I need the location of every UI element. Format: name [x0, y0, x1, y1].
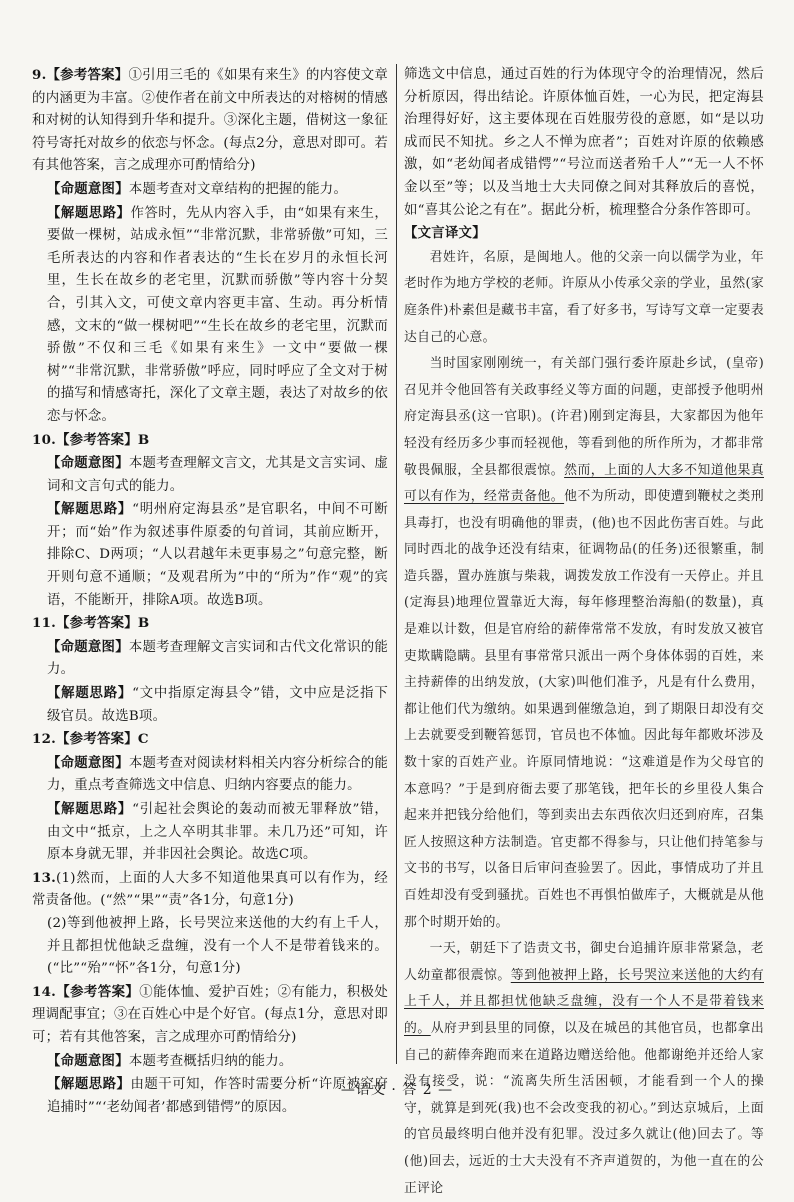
- question-number: 14.: [32, 983, 57, 1000]
- q11-solution: [32, 682, 388, 728]
- intent-label: 【命题意图】: [47, 180, 129, 197]
- answer-label: 【参考答案】: [56, 983, 140, 1000]
- answer-choice: B: [137, 615, 150, 632]
- underlined-translation-sentence: 然而，上面的人大多不知道他果真可以有作为，经常责备他。: [404, 462, 764, 505]
- answer-label: 【参考答案】: [56, 731, 138, 748]
- answer-label: 【参考答案】: [46, 67, 129, 83]
- q12-solution: [32, 798, 388, 867]
- intent-text: 本题考查对文章结构的把握的能力。: [128, 181, 348, 197]
- q10-answer: [32, 429, 388, 453]
- q12-intent: [32, 752, 388, 798]
- solution-label: 【解题思路】: [47, 685, 133, 702]
- solution-text: 作答时，先从内容入手，由“如果有来生，要做一棵树，站成永恒”“非常沉默，非常骄傲”可知，三毛所表达的内容和作者表达的“生长在岁月的永恒长河里，生长在故乡的老宅里，沉默而骄傲”等内容十分契合，引其入文，可使文章内容更丰富、生动。再分析情感，文末的“做一棵树吧”“生长在故乡的老宅里，沉默而骄傲”不仅和三毛《如果有来生》一文中“要做一棵树”“非常沉默，非常骄傲”呼应，同时呼应了全文对于树的描写和情感寄托，深化了文章主题，表达了对故乡的依恋与怀念。: [47, 205, 389, 424]
- q12-answer: [32, 728, 388, 752]
- solution-label: 【解题思路】: [47, 501, 133, 518]
- q10-intent: [32, 452, 388, 498]
- q14-solution-continued: 筛选文中信息，通过百姓的行为体现守令的治理情况，然后分析原因，得出结论。许原体恤百姓，一心为民，把定海县治理得好好，这主要体现在百姓服劳役的意愿，如“是以功成而民不知扰。乡之人不惮为庶者”；百姓对许原的依赖感激，如“老幼闻者成错愕”“号泣而送者殆千人”“无一人不怀金以至”等；以及当地士大夫同僚之间对其释放后的喜悦，如“喜其公论之有在”。据此分析，梳理整合分条作答即可。: [404, 67, 764, 218]
- answer-label: 【参考答案】: [56, 431, 138, 448]
- question-number: 10.: [32, 431, 57, 448]
- q13-answer-2: (2)等到他被押上路，长号哭泣来送他的大约有上千人，并且都担忧他缺乏盘缠，没有一个人不是带着钱来的。(“比”“殆”“怀”各1分，句意1分): [47, 915, 388, 977]
- intent-label: 【命题意图】: [47, 638, 129, 655]
- intent-label: 【命题意图】: [47, 1052, 129, 1069]
- column-divider: [396, 64, 397, 1064]
- translation-heading: 【文言译文】: [404, 225, 486, 242]
- answer-choice: C: [137, 731, 149, 748]
- translation-paragraph-1: 君姓许，名原，是闽地人。他的父亲一向以儒学为业，年老时作为地方学校的老师。许原从小传承父亲的学业，虽然(家庭条件)朴素但是藏书丰富，看了好多书，写诗写文章一定要表达自己的心意。: [404, 249, 764, 345]
- q9-solution: [32, 202, 388, 429]
- right-column: [404, 64, 764, 1202]
- intent-label: 【命题意图】: [47, 455, 129, 472]
- solution-text: 由题干可知，作答时需要分析“许原被究府追捕时”“‘老幼闻者’都感到错愕”的原因。: [47, 1077, 388, 1115]
- answer-text: ①引用三毛的《如果有来生》的内容使文章的内涵更为丰富。②使作者在前文中所表达的对榕树的情感和对树的认知得到升华和提升。③深化主题，借树这一象征符号寄托对故乡的依恋与怀念。(每点2分，意思对即可。若有其他答案，言之成理亦可酌情给分): [32, 68, 388, 174]
- intent-text: 本题考查理解文言文，尤其是文言实词、虚词和文言句式的能力。: [47, 456, 389, 494]
- answer-text: ①能体恤、爱护百姓；②有能力，积极处理调配事宜；③在百姓心中是个好官。(每点1分，意思对即可；若有其他答案，言之成理亦可酌情给分): [32, 984, 389, 1045]
- translation-text: 从府尹到县里的同僚，以及在城邑的其他官员，也都拿出自己的薪俸奔跑而来在道路边赠送给他。他都谢绝并还给人家没有接受，说：“流离失所生活困顿，才能看到一个人的操守，就算是到死(我)也不会改变我的初心。”到达京城后，上面的官员最终明白他并没有犯罪。没过多久就让(他)回去了。等(他)回去，远近的士大夫没有不齐声道贺的，为他一直在的公正评论: [404, 1020, 764, 1196]
- solution-text: “引起社会舆论的轰动而被无罪释放”错，由文中“抵京，上之人卒明其非罪。未几乃还”可知，许原本身就无罪，并非因社会舆论。故选C项。: [47, 802, 388, 863]
- solution-text: “文中指原定海县令”错，文中应是泛指下级官员。故选B项。: [47, 686, 388, 724]
- translation-text: 当时国家刚刚统一，有关部门强行委许原赴乡试，(皇帝)召见并令他回答有关政事经义等方面的问题，吏部授予他明州府定海县丞(这一官职)。(许君)刚到定海县，大家都因为他年轻没有经历多少事而轻视他，等看到他的所作所为，才都非常敬畏佩服，全县都很震惊。: [404, 356, 764, 478]
- q14-intent: [32, 1050, 388, 1074]
- solution-label: 【解题思路】: [47, 204, 131, 221]
- translation-paragraph-3: [404, 936, 764, 1202]
- intent-text: 本题考查理解文言实词和古代文化常识的能力。: [47, 639, 389, 678]
- intent-label: 【命题意图】: [47, 754, 129, 771]
- left-column: [32, 64, 388, 1119]
- translation-text: 他不为所动，即使遭到鞭杖之类刑具毒打，也没有明确他的罪责，(他)也不因此伤害百姓。与此同时西北的战争还没有结束，征调物品(的任务)还很繁重，制造兵器，置办旌旗与柴栽，调拨发放工作没有一天停止。并且(定海县)地理位置靠近大海，每年修理整治海船(的数量)，真是难以计数，但是官府给的薪俸常常不发放，有时发放又被官吏欺瞒隐瞒。县里有事常常只派出一两个身体体弱的百姓，来主持薪俸的出纳发放，(大家)叫他们准予，凡是有什么费用，都让他们代为缴纳。如果遇到催缴急迫，到了期限日却没有交上去就要受到鞭笞惩罚，官员也不体恤。因此每年都败坏涉及数十家的百姓产业。许原同情地说：“这难道是作为父母官的本意吗？”于是到府衙去要了那笔钱，把年长的乡里役人集合起来并把钱分给他们，等到卖出去东西依次归还到府库，召集匠人按照这种方法制造。官吏都不得参与，只让他们持笔参与文书的书写，以备日后审问查验罢了。因此，事情成功了并且百姓却没有受到骚扰。百姓也不再惧怕做库子，大概就是从他那个时期开始的。: [404, 489, 764, 930]
- question-number: 13.: [32, 869, 57, 886]
- intent-text: 本题考查对阅读材料相关内容分析综合的能力，重点考查筛选文中信息、归纳内容要点的能力。: [47, 755, 389, 794]
- q11-intent: [32, 636, 388, 682]
- intent-text: 本题考查概括归纳的能力。: [128, 1053, 293, 1069]
- question-number: 12.: [32, 731, 57, 748]
- underlined-translation-sentence: 等到他被押上路，长号哭泣来送他的大约有上千人，并且都担忧他缺乏盘缠，没有一个人不是带着钱来的。: [404, 967, 765, 1036]
- solution-label: 【解题思路】: [47, 1076, 131, 1093]
- answer-choice: B: [137, 431, 150, 448]
- question-number: 11.: [32, 615, 57, 632]
- q11-answer: [32, 612, 388, 636]
- q13-answer-1: [32, 867, 388, 913]
- translation-text: 一天，朝廷下了诰责文书，御史台追捕许原非常紧急，老人幼童都很震惊。: [404, 941, 764, 983]
- q14-answer: [32, 981, 388, 1050]
- solution-label: 【解题思路】: [47, 801, 133, 817]
- question-number: 9.: [32, 67, 47, 83]
- answer-label: 【参考答案】: [56, 615, 138, 632]
- answer-text: (1)然而，上面的人大多不知道他果真可以有作为，经常责备他。(“然”“果”“责”各1分，句意1分): [32, 870, 388, 909]
- translation-paragraph-2: [404, 351, 764, 936]
- solution-text: “明州府定海县丞”是官职名，中间不可断开；而“始”作为叙述事件原委的句首词，其前应断开，排除C、D两项；“人以君越年未更事易之”句意完整，断开则句意不通顺；“及观君所为”中的“所为”作“观”的宾语，不能断开，排除A项。故选B项。: [47, 502, 388, 608]
- q9-intent: [32, 178, 388, 202]
- page-footer: —语文 · 答 2 —: [340, 1082, 454, 1098]
- q10-solution: [32, 498, 388, 612]
- q9-answer: [32, 64, 388, 178]
